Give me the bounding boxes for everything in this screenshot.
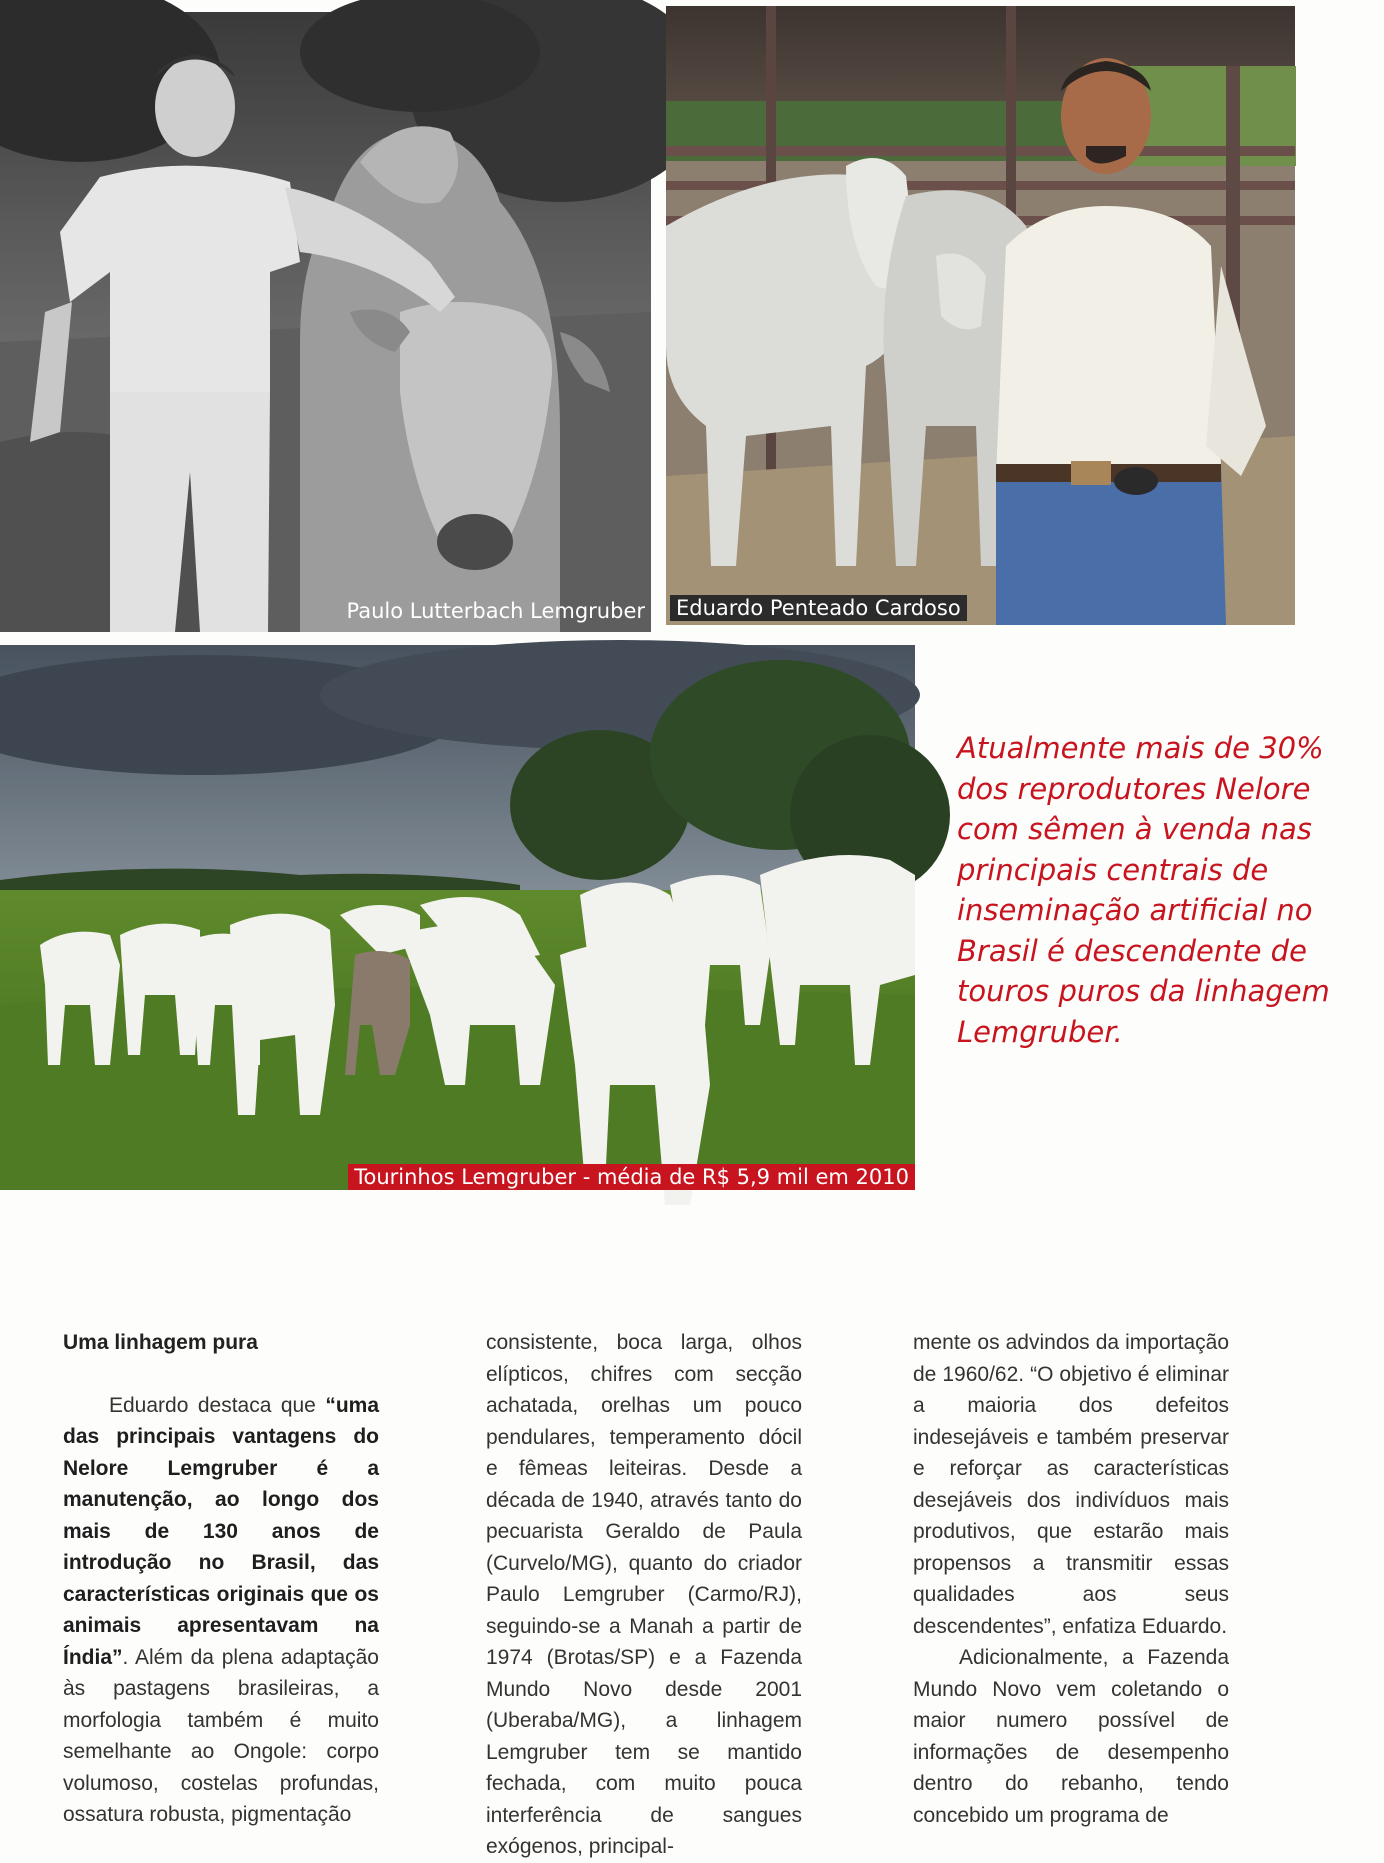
article-column-2: [486, 1327, 802, 1863]
photo-caption: Tourinhos Lemgruber - média de R$ 5,9 mil em 2010: [348, 1164, 915, 1190]
photo-caption: Eduardo Penteado Cardoso: [670, 595, 967, 621]
article-paragraph: [63, 1390, 379, 1831]
article-paragraph-continued: mente os advindos da importação de 1960/62. “O objetivo é eliminar a maioria dos defeitos indesejáveis e também preservar e reforçar as características desejáveis dos indivíduos mais produtivos, que estarão mais propensos a transmitir essas qualidades aos seus descendentes”, enfatiza Eduardo.: [913, 1331, 1229, 1638]
paragraph-text: . Além da plena adaptação às pastagens brasileiras, a morfologia também é muito semelhante ao Ongole: corpo volumoso, costelas profundas, ossatura robusta, pigmentação: [63, 1645, 379, 1826]
article-paragraph: Adicionalmente, a Fazenda Mundo Novo vem coletando o maior numero possível de informações de desempenho dentro do rebanho, tendo concebido um programa de: [913, 1646, 1229, 1827]
photo-eduardo-cardoso: [666, 6, 1295, 625]
highlighted-quote: “uma das principais vantagens do Nelore Lemgruber é a manutenção, ao longo dos mais de 130 anos de introdução no Brasil, das características originais que os animais apresentavam na Índia”: [63, 1393, 379, 1669]
pull-quote: Atualmente mais de 30% dos reprodutores Nelore com sêmen à venda nas principais centrais de inseminação artificial no Brasil é descendente de touros puros da linhagem Lemgruber.: [957, 731, 1330, 1049]
photo-paulo-lemgruber: [0, 12, 651, 632]
paragraph-lead: Eduardo destaca que: [109, 1393, 326, 1417]
photo-caption: Paulo Lutterbach Lemgruber: [346, 599, 645, 623]
photo-herd: [0, 645, 915, 1190]
section-heading: Uma linhagem pura: [63, 1331, 258, 1354]
article-column-1: [63, 1327, 379, 1831]
article-column-3: [913, 1327, 1229, 1831]
article-paragraph-continued: consistente, boca larga, olhos elípticos, chifres com secção achatada, orelhas um pouco pendulares, temperamento dócil e fêmeas leiteiras. Desde a década de 1940, através tanto do pecuarista Geraldo de Paula (Curvelo/MG), quanto do criador Paulo Lemgruber (Carmo/RJ), seguindo-se a Manah a partir de 1974 (Brotas/SP) e a Fazenda Mundo Novo desde 2001 (Uberaba/MG), a linhagem Lemgruber tem se mantido fechada, com muito pouca interferência de sangues exógenos, principal-: [486, 1331, 802, 1858]
